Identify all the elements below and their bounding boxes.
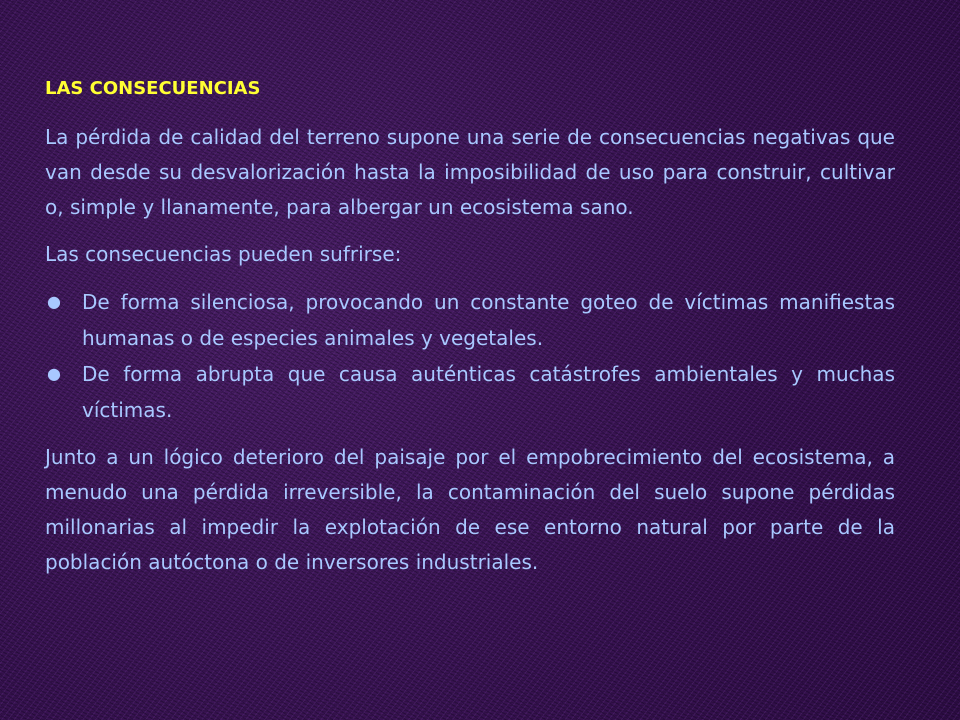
bullet-icon: ●: [47, 364, 61, 383]
paragraph-conclusion: Junto a un lógico deterioro del paisaje por el empobrecimiento del ecosistema, a menudo una pérdida irreversible, la contaminación del suelo supone pérdidas millonarias al impedir la explotación de ese entorno natural por parte de la población autóctona o de inversores industriales.: [45, 445, 895, 574]
paragraph-intro: La pérdida de calidad del terreno supone una serie de consecuencias negativas que van desde su desvalorización hasta la imposibilidad de uso para construir, cultivar o, simple y llanamente, para albergar un ecosistema sano.: [45, 125, 895, 219]
slide-content: [45, 74, 895, 592]
paragraph-lead-in: Las consecuencias pueden sufrirse:: [45, 242, 402, 266]
slide-heading: LAS CONSECUENCIAS: [45, 78, 261, 99]
consequences-list: [45, 284, 895, 428]
list-item: [45, 284, 895, 356]
bullet-icon: ●: [47, 292, 61, 311]
list-item-text: De forma silenciosa, provocando un constante goteo de víctimas manifiestas humanas o de especies animales y vegetales.: [82, 290, 895, 350]
list-item: [45, 356, 895, 428]
list-item-text: De forma abrupta que causa auténticas catástrofes ambientales y muchas víctimas.: [82, 362, 895, 422]
